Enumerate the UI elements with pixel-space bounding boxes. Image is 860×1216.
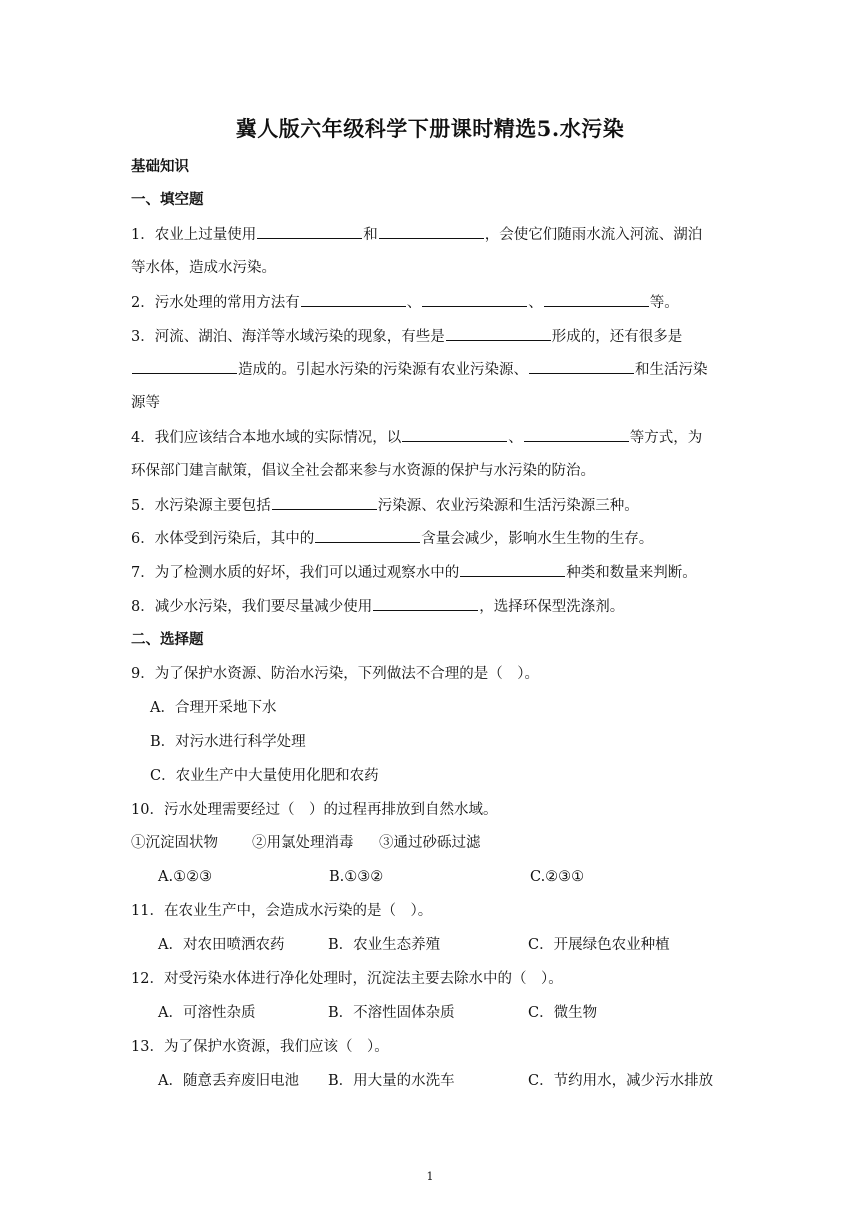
question-6: [131, 528, 653, 549]
question-1-text-b: 和: [363, 227, 378, 243]
question-5-text-a: 5．水污染源主要包括: [131, 498, 271, 514]
question-9-option-b[interactable]: B．对污水进行科学处理: [150, 734, 306, 750]
document-title: 冀人版六年级科学下册课时精选5.水污染: [235, 116, 625, 141]
section-basic-heading: 基础知识: [131, 158, 189, 175]
question-13-option-a[interactable]: A．随意丢弃废旧电池: [158, 1073, 299, 1089]
answer-blank[interactable]: [422, 292, 527, 307]
question-10-stem: 10．污水处理需要经过（ ）的过程再排放到自然水域。: [131, 802, 498, 818]
answer-blank[interactable]: [446, 326, 551, 341]
separator: 、: [508, 430, 523, 446]
question-10-option-b[interactable]: B.①③②: [329, 869, 384, 885]
question-8-text-a: 8．减少水污染，我们要尽量减少使用: [131, 599, 373, 615]
question-8-text-b: ，选择环保型洗涤剂。: [479, 599, 625, 615]
question-11-stem: 11．在农业生产中，会造成水污染的是（ ）。: [131, 903, 433, 919]
page-number: 1: [426, 1170, 434, 1183]
question-1-text-a: 1．农业上过量使用: [131, 227, 257, 243]
section-fill-heading: 一、填空题: [131, 191, 204, 208]
question-12-option-a[interactable]: A．可溶性杂质: [158, 1005, 256, 1021]
question-11-option-a[interactable]: A．对农田喷洒农药: [158, 937, 285, 953]
question-7: [131, 562, 697, 583]
question-12-stem: 12．对受污染水体进行净化处理时，沉淀法主要去除水中的（ ）。: [131, 971, 563, 987]
question-4-line-2: 环保部门建言献策，倡议全社会都来参与水资源的保护与水污染的防治。: [131, 463, 595, 479]
question-10-option-c[interactable]: C.②③①: [530, 869, 585, 885]
question-10-option-a[interactable]: A.①②③: [158, 869, 213, 885]
question-11-option-b[interactable]: B．农业生态养殖: [328, 937, 441, 953]
question-9-option-a[interactable]: A．合理开采地下水: [150, 700, 277, 716]
question-13-option-c[interactable]: C．节约用水，减少污水排放: [528, 1073, 714, 1089]
question-3-line-3: 源等: [131, 395, 160, 411]
question-7-text-b: 种类和数量来判断。: [566, 565, 697, 581]
question-8: [131, 596, 624, 617]
question-4-text-a: 4．我们应该结合本地水域的实际情况，以: [131, 430, 402, 446]
answer-blank[interactable]: [524, 427, 629, 442]
question-6-text-b: 含量会减少，影响水生生物的生存。: [421, 531, 654, 547]
question-13-stem: 13．为了保护水资源，我们应该（ ）。: [131, 1039, 389, 1055]
section-choice-heading: 二、选择题: [131, 631, 204, 648]
question-10-item-3: ③通过砂砾过滤: [379, 835, 481, 851]
question-10-item-1: ①沉淀固状物: [131, 835, 218, 851]
question-13-option-b[interactable]: B．用大量的水洗车: [328, 1073, 455, 1089]
answer-blank[interactable]: [373, 596, 478, 611]
answer-blank[interactable]: [301, 292, 406, 307]
question-1-line-1: [131, 224, 702, 245]
question-3-text-b: 形成的，还有很多是: [551, 329, 683, 345]
answer-blank[interactable]: [272, 495, 377, 510]
question-7-text-a: 7．为了检测水质的好坏，我们可以通过观察水中的: [131, 565, 460, 581]
separator: 、: [406, 295, 422, 311]
question-11-option-c[interactable]: C．开展绿色农业种植: [528, 937, 670, 953]
question-3-text-d: 和生活污染: [635, 362, 708, 378]
answer-blank[interactable]: [315, 528, 420, 543]
answer-blank[interactable]: [402, 427, 507, 442]
question-12-option-b[interactable]: B．不溶性固体杂质: [328, 1005, 455, 1021]
question-9-stem: 9．为了保护水资源、防治水污染，下列做法不合理的是（ ）。: [131, 666, 539, 682]
question-5: [131, 495, 639, 516]
answer-blank[interactable]: [132, 359, 237, 374]
question-2: [131, 292, 679, 313]
question-1-text-c: ，会使它们随雨水流入河流、湖泊: [484, 227, 703, 243]
answer-blank[interactable]: [460, 562, 565, 577]
question-3-line-1: [131, 326, 682, 347]
answer-blank[interactable]: [529, 359, 634, 374]
question-1-line-2: 等水体，造成水污染。: [131, 260, 276, 276]
question-12-option-c[interactable]: C．微生物: [528, 1005, 598, 1021]
question-9-option-c[interactable]: C．农业生产中大量使用化肥和农药: [150, 768, 379, 784]
question-10-item-2: ②用氯处理消毒: [252, 835, 354, 851]
separator: 、: [528, 295, 543, 311]
answer-blank[interactable]: [257, 224, 362, 239]
question-3-text-c: 造成的。引起水污染的污染源有农业污染源、: [238, 362, 528, 378]
question-3-line-2: [131, 359, 708, 380]
question-4-line-1: [131, 427, 702, 448]
question-6-text-a: 6．水体受到污染后，其中的: [131, 531, 315, 547]
question-4-text-b: 等方式，为: [629, 430, 703, 446]
question-5-text-b: 污染源、农业污染源和生活污染源三种。: [377, 498, 639, 514]
question-2-text: 2．污水处理的常用方法有: [131, 295, 300, 311]
answer-blank[interactable]: [379, 224, 484, 239]
question-3-text-a: 3．河流、湖泊、海洋等水域污染的现象，有些是: [131, 329, 445, 345]
question-2-end: 等。: [649, 295, 679, 311]
answer-blank[interactable]: [544, 292, 649, 307]
